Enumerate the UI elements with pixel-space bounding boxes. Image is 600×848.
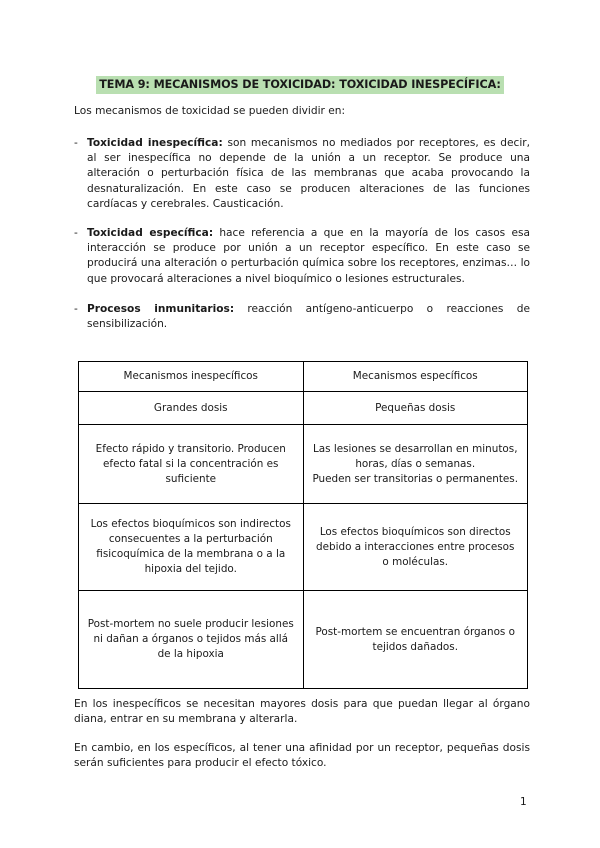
paragraph-especificos: En cambio, en los específicos, al tener una afinidad por un receptor, pequeñas dosis serán suficientes para producir el efecto tóxico. [74,742,530,770]
comparison-table [78,361,528,689]
table-row [79,591,528,689]
bullet-toxicidad-inespecifica [74,136,530,212]
paragraph-inespecificos: En los inespecíficos se necesitan mayores dosis para que puedan llegar al órgano diana, entrar en su membrana y alterarla. [74,698,530,726]
table-cell: Post-mortem se encuentran órganos o tejidos dañados. [303,591,528,689]
bullet-dash: - [74,227,78,239]
table-cell: Los efectos bioquímicos son directos debido a interacciones entre procesos o moléculas. [303,504,528,591]
bullet-term: Toxicidad específica: [87,227,214,239]
table-header-row [79,362,528,392]
table-row [79,504,528,591]
bullet-text: reacción antígeno-anticuerpo o reacciones de sensibilización. [87,303,530,331]
table-cell: Pequeñas dosis [303,392,528,425]
table-row [79,425,528,504]
bullet-dash: - [74,303,78,315]
bullet-term: Toxicidad inespecífica: [87,137,223,149]
table-cell: Los efectos bioquímicos son indirectos consecuentes a la perturbación fisicoquímica de la membrana o a la hipoxia del tejido. [79,504,304,591]
header-inespecificos: Mecanismos inespecíficos [79,362,304,392]
document-title: TEMA 9: MECANISMOS DE TOXICIDAD: TOXICIDAD INESPECÍFICA: [96,76,504,94]
header-especificos: Mecanismos específicos [303,362,528,392]
title-container [0,73,600,94]
table-cell: Las lesiones se desarrollan en minutos, horas, días o semanas. Pueden ser transitorias o permanentes. [303,425,528,504]
table-row [79,392,528,425]
table-cell: Grandes dosis [79,392,304,425]
bullet-procesos-inmunitarios [74,302,530,332]
bullet-text: hace referencia a que en la mayoría de los casos esa interacción se produce por unión a un receptor específico. En este caso se producirá una alteración o perturbación química sobre los receptores, enzimas… lo que provocará alteraciones a nivel bioquímico o lesiones estructurales. [87,227,530,285]
table-cell: Post-mortem no suele producir lesiones ni dañan a órganos o tejidos más allá de la hipoxia [79,591,304,689]
bullet-toxicidad-especifica [74,226,530,287]
table-cell: Efecto rápido y transitorio. Producen efecto fatal si la concentración es suficiente [79,425,304,504]
bullet-text: son mecanismos no mediados por receptores, es decir, al ser inespecífica no depende de la unión a un receptor. Se produce una alteración o perturbación física de las membranas que acaba provocando la desnaturalización. En este caso se producen alteraciones de las funciones cardíacas y cerebrales. Causticación. [87,137,530,210]
bullet-dash: - [74,137,78,149]
intro-text: Los mecanismos de toxicidad se pueden dividir en: [74,105,346,117]
page-number: 1 [520,796,527,808]
bullet-term: Procesos inmunitarios: [87,303,235,315]
